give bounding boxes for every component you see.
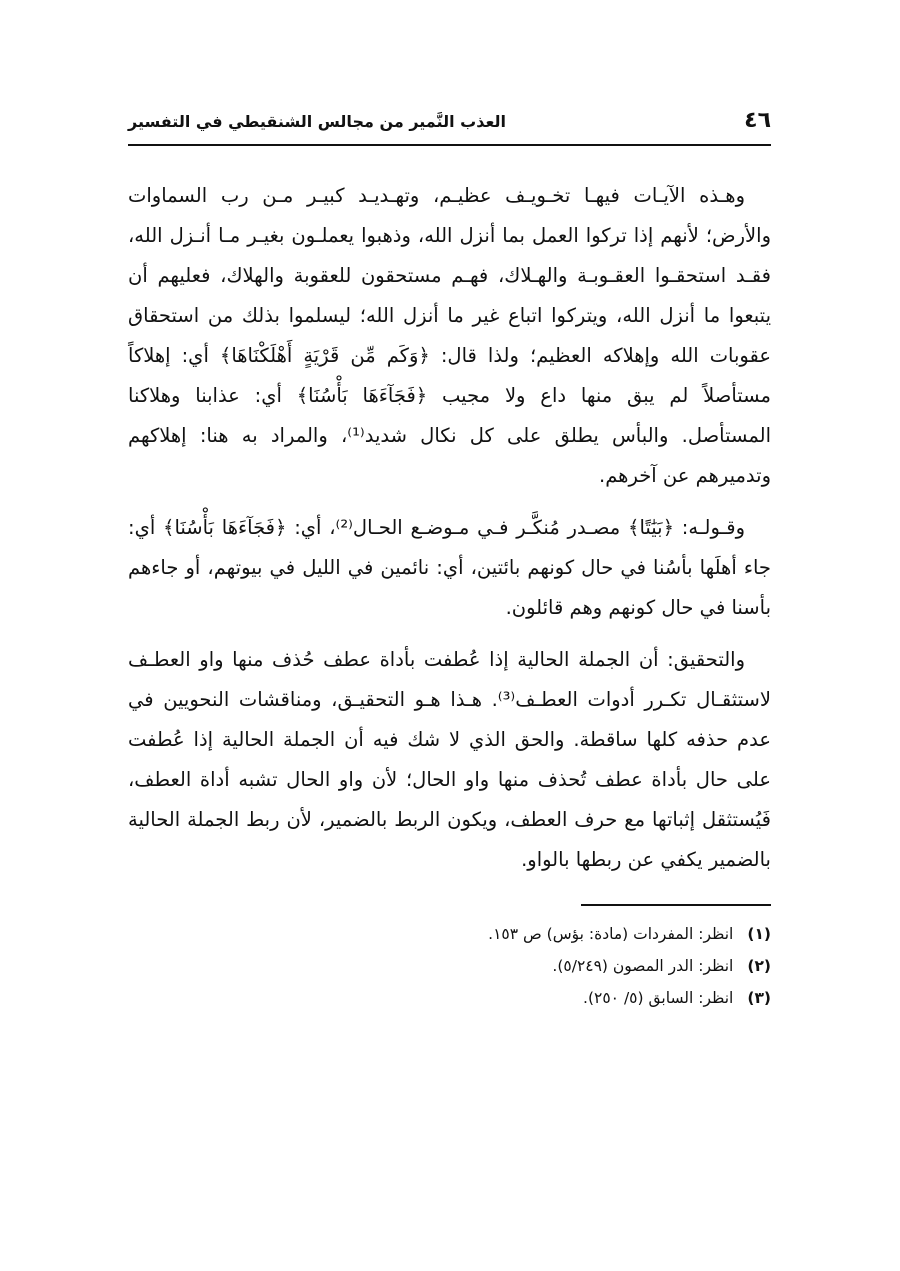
footnote-text: انظر: الدر المصون (٥/٢٤٩).	[552, 957, 734, 975]
page-header	[128, 108, 771, 146]
footnote-text: انظر: السابق (٥/ ٢٥٠).	[583, 989, 734, 1007]
footnote-text: انظر: المفردات (مادة: بؤس) ص ١٥٣.	[488, 925, 734, 943]
paragraph: وهـذه الآيـات فيهـا تخـويـف عظيـم، وتهـديـد كبيـر مـن رب السماوات والأرض؛ لأنهم إذا تركوا العمل بما أنزل الله، وذهبوا يعملـون بغيـر مـا أنـزل الله، فقـد استحقـوا العقـوبـة والهـلاك، فهـم مستحقون للعقوبة والهلاك، فعليهم أن يتبعوا ما أنزل الله، ويتركوا اتباع غير ما أنزل الله؛ ليسلموا بذلك من استحقاق عقوبات الله وإهلاكه العظيم؛ ولذا قال: ﴿وَكَم مِّن قَرْيَةٍ أَهْلَكْنَاهَا﴾ أي: إهلاكاً مستأصلاً لم يبق منها داع ولا مجيب ﴿فَجَآءَهَا بَأْسُنَا﴾ أي: عذابنا وهلاكنا المستأصل. والبأس يطلق على كل نكال شديد⁽¹⁾، والمراد به هنا: إهلاكهم وتدميرهم عن آخرهم.	[128, 184, 771, 487]
body-text	[128, 176, 771, 880]
running-title: العذب النَّمير من مجالس الشنقيطي في التفسير	[128, 112, 506, 131]
footnotes	[128, 918, 771, 1014]
paragraph: وقـولـه: ﴿بَيَٰتًا﴾ مصـدر مُنكَّـر فـي مـوضـع الحـال⁽²⁾، أي: ﴿فَجَآءَهَا بَأْسُنَا﴾ أي: جاء أهلَها بأسُنا في حال كونهم بائتين، أي: نائمين في الليل في بيوتهم، أو جاءهم بأسنا في حال كونهم وهم قائلون.	[128, 516, 771, 619]
footnote-number: (٢)	[747, 957, 771, 975]
footnote	[128, 918, 771, 950]
book-page	[128, 108, 771, 1014]
footnote-number: (٣)	[747, 989, 771, 1007]
footnote-divider	[581, 904, 771, 906]
paragraph: والتحقيق: أن الجملة الحالية إذا عُطفت بأداة عطف حُذف منها واو العطـف لاستثقـال تكـرر أدوات العطـف⁽³⁾. هـذا هـو التحقيـق، ومناقشات النحويين في عدم حذفه كلها ساقطة. والحق الذي لا شك فيه أن الجملة الحالية إذا عُطفت على حال بأداة عطف تُحذف منها واو الحال؛ لأن واو الحال تشبه أداة العطف، فَيُستثقل إثباتها مع حرف العطف، ويكون الربط بالضمير، لأن ربط الجملة الحالية بالضمير يكفي عن ربطها بالواو.	[128, 648, 771, 871]
footnote-number: (١)	[747, 925, 771, 943]
footnote	[128, 982, 771, 1014]
page-number: ٤٦	[744, 108, 771, 133]
footnote	[128, 950, 771, 982]
